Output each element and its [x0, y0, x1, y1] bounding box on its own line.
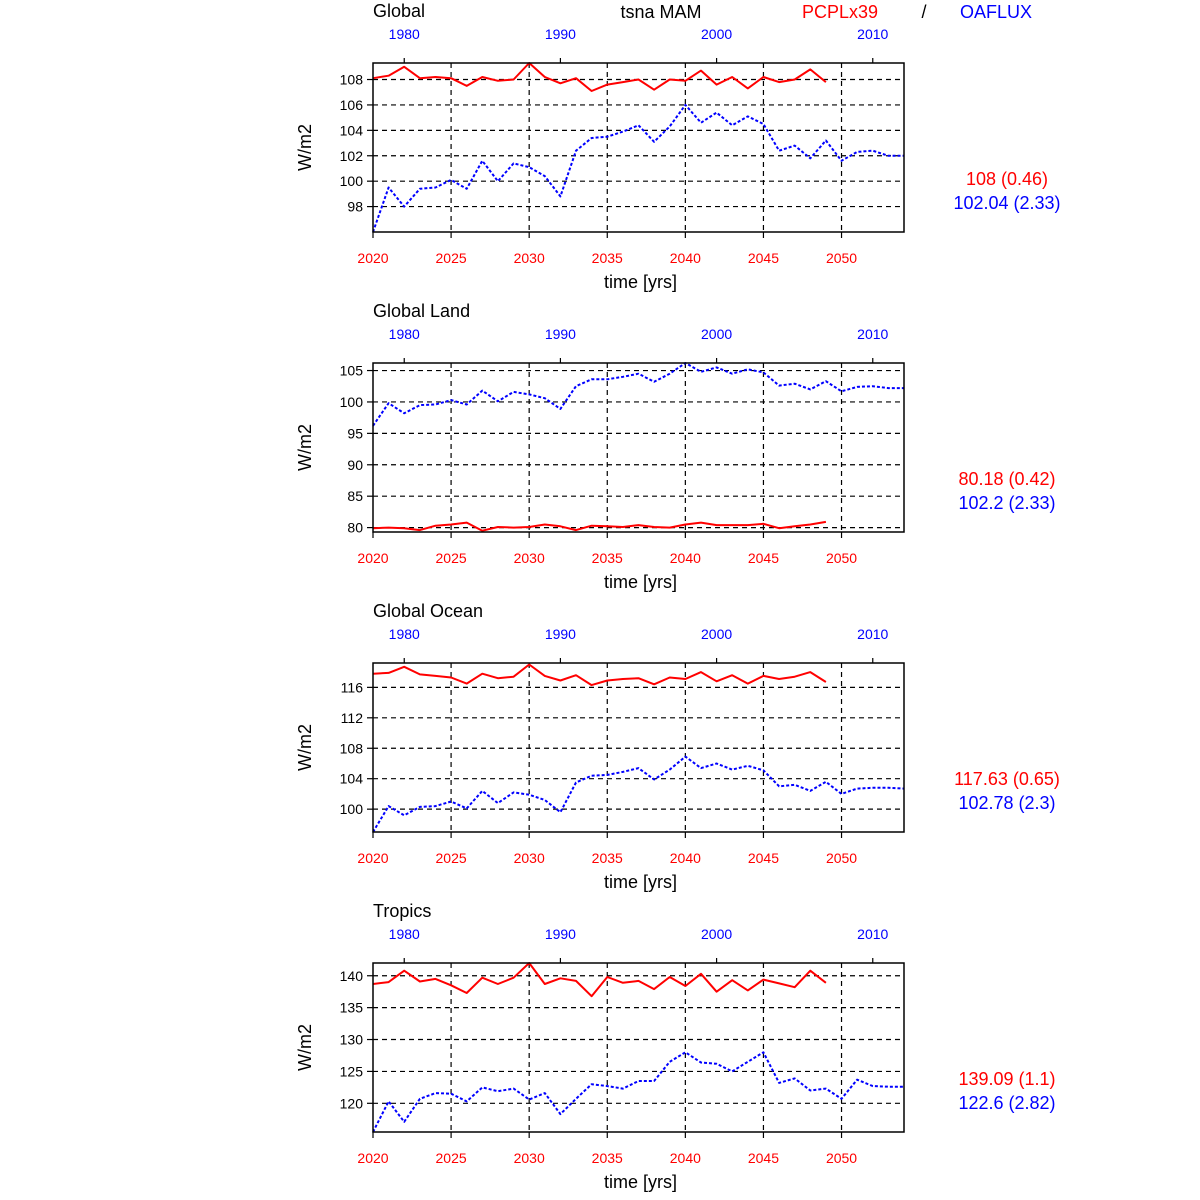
x-tick-label-bottom: 2020: [357, 550, 389, 566]
y-tick-label: 106: [339, 96, 363, 113]
variable-label: tsna MAM: [620, 2, 702, 22]
x-tick-label-bottom: 2040: [669, 1150, 701, 1166]
model-summary: 80.18 (0.42): [958, 469, 1056, 489]
panel-title: Global: [373, 1, 426, 21]
x-tick-label-bottom: 2045: [747, 850, 780, 866]
model-series-line: [373, 963, 826, 996]
x-tick-label-top: 2010: [857, 326, 889, 342]
x-axis-label: time [yrs]: [603, 1172, 678, 1192]
y-tick-label: 108: [339, 71, 363, 88]
x-tick-label-top: 2010: [857, 626, 889, 642]
x-tick-label-bottom: 2020: [357, 1150, 389, 1166]
x-axis-label: time [yrs]: [603, 872, 678, 892]
y-axis-label: W/m2: [295, 124, 315, 171]
y-tick-label: 120: [339, 1095, 363, 1112]
x-tick-label-bottom: 2040: [669, 250, 701, 266]
plot-frame: [373, 963, 904, 1132]
x-tick-label-bottom: 2045: [747, 1150, 780, 1166]
x-tick-label-top: 2010: [857, 26, 889, 42]
y-tick-label: 135: [339, 999, 363, 1016]
x-tick-label-bottom: 2025: [435, 1150, 467, 1166]
x-axis-label: time [yrs]: [603, 572, 678, 592]
x-tick-label-top: 2000: [701, 326, 733, 342]
obs-legend-label: OAFLUX: [959, 2, 1033, 22]
x-tick-label-bottom: 2035: [591, 1150, 623, 1166]
x-tick-label-top: 1990: [544, 26, 576, 42]
y-tick-label: 100: [339, 393, 363, 410]
x-tick-label-top: 2000: [701, 926, 733, 942]
legend-separator: /: [921, 2, 927, 22]
model-series-line: [373, 63, 826, 91]
x-tick-label-top: 1980: [388, 326, 420, 342]
x-tick-label-top: 1990: [544, 326, 576, 342]
obs-summary: 102.78 (2.3): [958, 793, 1056, 813]
x-tick-label-bottom: 2025: [435, 550, 467, 566]
panel-title: Global Ocean: [373, 601, 484, 621]
x-tick-label-bottom: 2025: [435, 850, 467, 866]
y-tick-label: 100: [339, 173, 363, 190]
x-tick-label-bottom: 2030: [513, 550, 545, 566]
y-tick-label: 100: [339, 801, 363, 818]
obs-series-line: [373, 363, 904, 426]
y-tick-label: 104: [339, 122, 363, 139]
model-series-line: [373, 665, 826, 686]
y-tick-label: 90: [347, 456, 363, 473]
panel-global-land: [295, 301, 1056, 592]
x-axis-label: time [yrs]: [603, 272, 678, 292]
model-legend-label: PCPLx39: [801, 2, 879, 22]
model-summary: 139.09 (1.1): [958, 1069, 1056, 1089]
panel-global-ocean: [295, 601, 1060, 892]
x-tick-label-top: 2000: [701, 626, 733, 642]
x-tick-label-top: 2010: [857, 926, 889, 942]
x-tick-label-bottom: 2030: [513, 1150, 545, 1166]
model-summary: 108 (0.46): [965, 169, 1049, 189]
x-tick-label-bottom: 2050: [825, 550, 858, 566]
panel-global: [295, 1, 1061, 292]
plot-frame: [373, 363, 904, 532]
x-tick-label-bottom: 2040: [669, 550, 701, 566]
x-tick-label-bottom: 2050: [825, 850, 858, 866]
obs-summary: 102.04 (2.33): [953, 193, 1061, 213]
model-series-line: [373, 522, 826, 531]
y-tick-label: 80: [347, 519, 363, 536]
x-tick-label-bottom: 2020: [357, 850, 389, 866]
x-tick-label-bottom: 2030: [513, 850, 545, 866]
x-tick-label-bottom: 2035: [591, 250, 623, 266]
y-axis-label: W/m2: [295, 724, 315, 771]
x-tick-label-bottom: 2045: [747, 550, 780, 566]
y-tick-label: 130: [339, 1031, 363, 1048]
obs-summary: 102.2 (2.33): [958, 493, 1056, 513]
obs-series-line: [373, 105, 904, 232]
x-tick-label-top: 1980: [388, 626, 420, 642]
figure-header: [620, 2, 1032, 22]
y-tick-label: 112: [340, 709, 363, 726]
panels: [295, 1, 1061, 1192]
y-tick-label: 125: [339, 1063, 363, 1080]
x-tick-label-top: 1980: [388, 926, 420, 942]
x-tick-label-bottom: 2050: [825, 1150, 858, 1166]
y-axis-label: W/m2: [295, 424, 315, 471]
x-tick-label-top: 1980: [388, 26, 420, 42]
plot-frame: [373, 663, 904, 832]
x-tick-label-bottom: 2035: [591, 850, 623, 866]
y-tick-label: 140: [339, 967, 363, 984]
y-tick-label: 85: [347, 488, 363, 505]
y-tick-label: 116: [340, 679, 363, 696]
y-tick-label: 108: [339, 740, 363, 757]
panel-title: Global Land: [373, 301, 471, 321]
panel-title: Tropics: [373, 901, 432, 921]
x-tick-label-bottom: 2035: [591, 550, 623, 566]
x-tick-label-bottom: 2025: [435, 250, 467, 266]
x-tick-label-top: 1990: [544, 626, 576, 642]
x-tick-label-bottom: 2050: [825, 250, 858, 266]
y-tick-label: 105: [339, 362, 363, 379]
model-summary: 117.63 (0.65): [954, 769, 1060, 789]
y-tick-label: 98: [347, 198, 363, 215]
x-tick-label-top: 2000: [701, 26, 733, 42]
x-tick-label-top: 1990: [544, 926, 576, 942]
x-tick-label-bottom: 2020: [357, 250, 389, 266]
y-tick-label: 104: [339, 770, 363, 787]
x-tick-label-bottom: 2030: [513, 250, 545, 266]
obs-series-line: [373, 757, 904, 832]
obs-summary: 122.6 (2.82): [958, 1093, 1056, 1113]
x-tick-label-bottom: 2040: [669, 850, 701, 866]
obs-series-line: [373, 1052, 904, 1132]
y-tick-label: 95: [347, 425, 363, 442]
x-tick-label-bottom: 2045: [747, 250, 780, 266]
panel-tropics: [295, 901, 1056, 1192]
y-tick-label: 102: [339, 147, 363, 164]
y-axis-label: W/m2: [295, 1024, 315, 1071]
